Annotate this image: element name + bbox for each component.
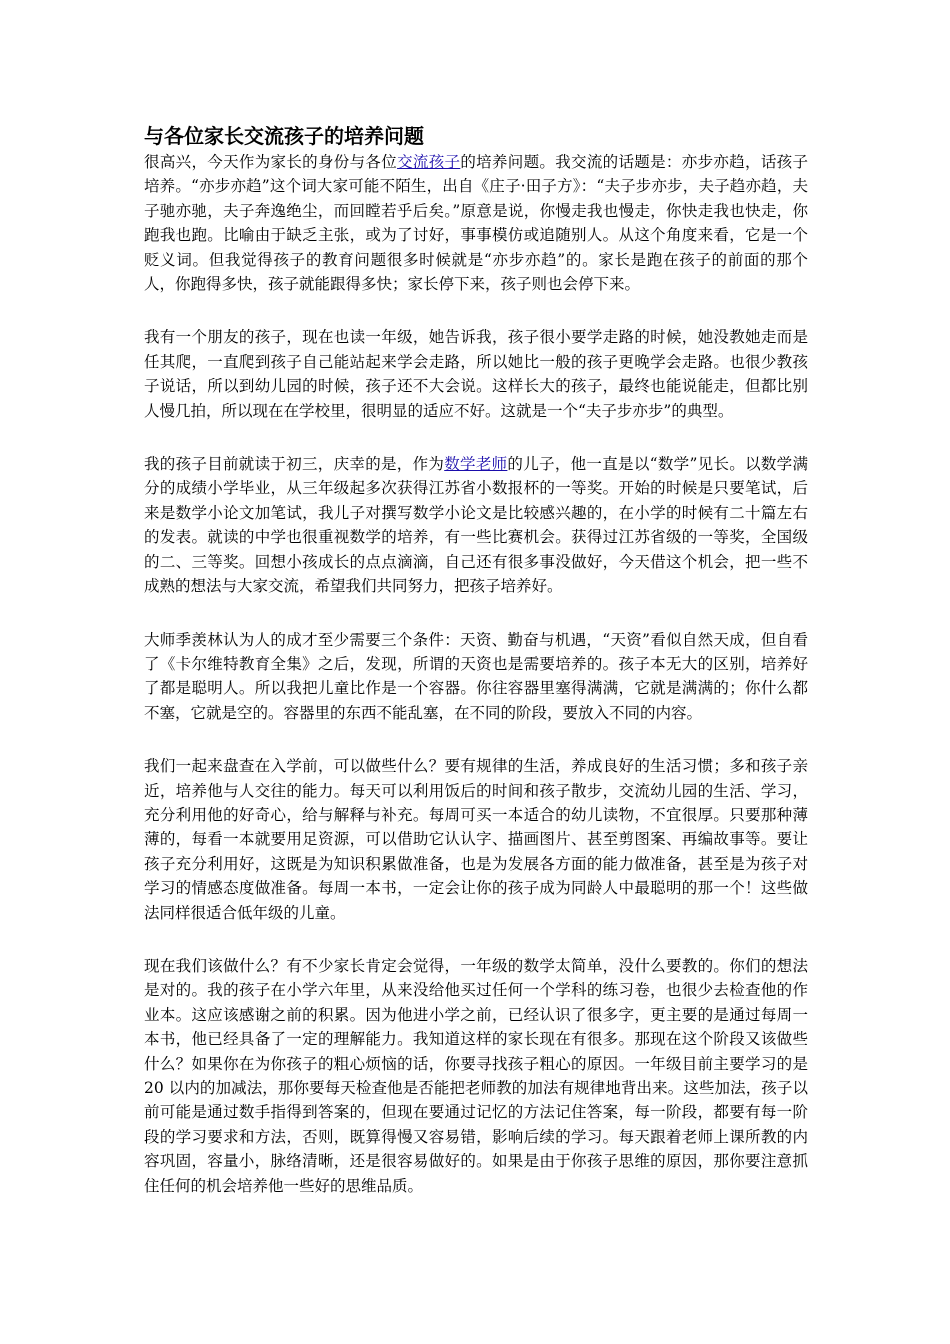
paragraph-5: 我们一起来盘查在入学前，可以做些什么？要有规律的生活，养成良好的生活习惯；多和孩子亲近，培养他与人交往的能力。每天可以利用饭后的时间和孩子散步，交流幼儿园的生活、学习，充分利用他的好奇心，给与解释与补充。每周可买一本适合的幼儿读物，不宜很厚。只要那种薄薄的，每看一本就要用足资源，可以借助它认认字、描画图片、甚至剪图案、再编故事等。要让孩子充分利用好，这既是为知识积累做准备，也是为发展各方面的能力做准备，甚至是为孩子对学习的情感态度做准备。每周一本书，一定会让你的孩子成为同龄人中最聪明的那一个！这些做法同样很适合低年级的儿童。 xyxy=(144,757,808,922)
link-exchange-children[interactable]: 交流孩子 xyxy=(397,153,461,171)
paragraph-4: 大师季羡林认为人的成才至少需要三个条件：天资、勤奋与机遇，“天资”看似自然天成，但自看了《卡尔维特教育全集》之后，发现，所谓的天资也是需要培养的。孩子本无大的区别，培养好了都是聪明人。所以我把儿童比作是一个容器。你往容器里塞得满满，它就是满满的；你什么都不塞，它就是空的。容器里的东西不能乱塞，在不同的阶段，要放入不同的内容。 xyxy=(144,630,808,722)
paragraph-text: 的培养问题。我交流的话题是：亦步亦趋，话孩子培养。“亦步亦趋”这个词大家可能不陌生，出自《庄子·田子方》：“夫子步亦步，夫子趋亦趋，夫子驰亦驰，夫子奔逸绝尘，而回瞠若乎后矣。”原意是说，你慢走我也慢走，你快走我也快走，你跑我也跑。比喻由于缺乏主张，或为了讨好，事事模仿或追随别人。从这个角度来看，它是一个贬义词。但我觉得孩子的教育问题很多时候就是“亦步亦趋”的。家长是跑在孩子的前面的那个人，你跑得多快，孩子就能跟得多快；家长停下来，孩子则也会停下来。 xyxy=(144,153,808,294)
paragraph-text: 我的孩子目前就读于初三，庆幸的是，作为 xyxy=(144,455,445,474)
paragraph-text: 的儿子，他一直是以“数学”见长。以数学满分的成绩小学毕业，从三年级起多次获得江苏省小数报杯的一等奖。开始的时候是只要笔试，后来是数学小论文加笔试，我儿子对撰写数学小论文是比较感兴趣的，在小学的时候有二十篇左右的发表。就读的中学也很重视数学的培养，有一些比赛机会。获得过江苏省级的一等奖，全国级的二、三等奖。回想小孩成长的点点滴滴，自己还有很多事没做好，今天借这个机会，把一些不成熟的想法与大家交流，希望我们共同努力，把孩子培养好。 xyxy=(144,455,808,596)
paragraph-1 xyxy=(144,150,808,296)
paragraph-text: 很高兴，今天作为家长的身份与各位 xyxy=(144,153,398,171)
article-title: 与各位家长交流孩子的培养问题 xyxy=(144,124,424,148)
paragraph-6: 现在我们该做什么？有不少家长肯定会觉得，一年级的数学太简单，没什么要教的。你们的想法是对的。我的孩子在小学六年里，从来没给他买过任何一个学科的练习卷，也很少去检查他的作业本。这应该感谢之前的积累。因为他进小学之前，已经认识了很多字，更主要的是通过每周一本书，他已经具备了一定的理解能力。我知道这样的家长现在有很多。那现在这个阶段又该做些什么？如果你在为你孩子的粗心烦恼的话，你要寻找孩子粗心的原因。一年级目前主要学习的是 20 以内的加减法，那你要每天检查他是否能把老师教的加法有规律地背出来。这些加法，孩子以前可能是通过数手指得到答案的，但现在要通过记忆的方法记住答案，每一阶段，都要有每一阶段的学习要求和方法，否则，既算得慢又容易错，影响后续的学习。每天跟着老师上课所教的内容巩固，容量小，脉络清晰，还是很容易做好的。如果是由于你孩子思维的原因，那你要注意抓住任何的机会培养他一些好的思维品质。 xyxy=(144,956,808,1195)
link-math-teacher[interactable]: 数学老师 xyxy=(444,455,508,474)
paragraph-3 xyxy=(144,452,808,598)
article xyxy=(144,122,808,1227)
paragraph-2: 我有一个朋友的孩子，现在也读一年级，她告诉我，孩子很小要学走路的时候，她没教她走而是任其爬，一直爬到孩子自己能站起来学会走路，所以她比一般的孩子更晚学会走路。也很少教孩子说话，所以到幼儿园的时候，孩子还不大会说。这样长大的孩子，最终也能说能走，但都比别人慢几拍，所以现在在学校里，很明显的适应不好。这就是一个“夫子步亦步”的典型。 xyxy=(144,328,808,420)
